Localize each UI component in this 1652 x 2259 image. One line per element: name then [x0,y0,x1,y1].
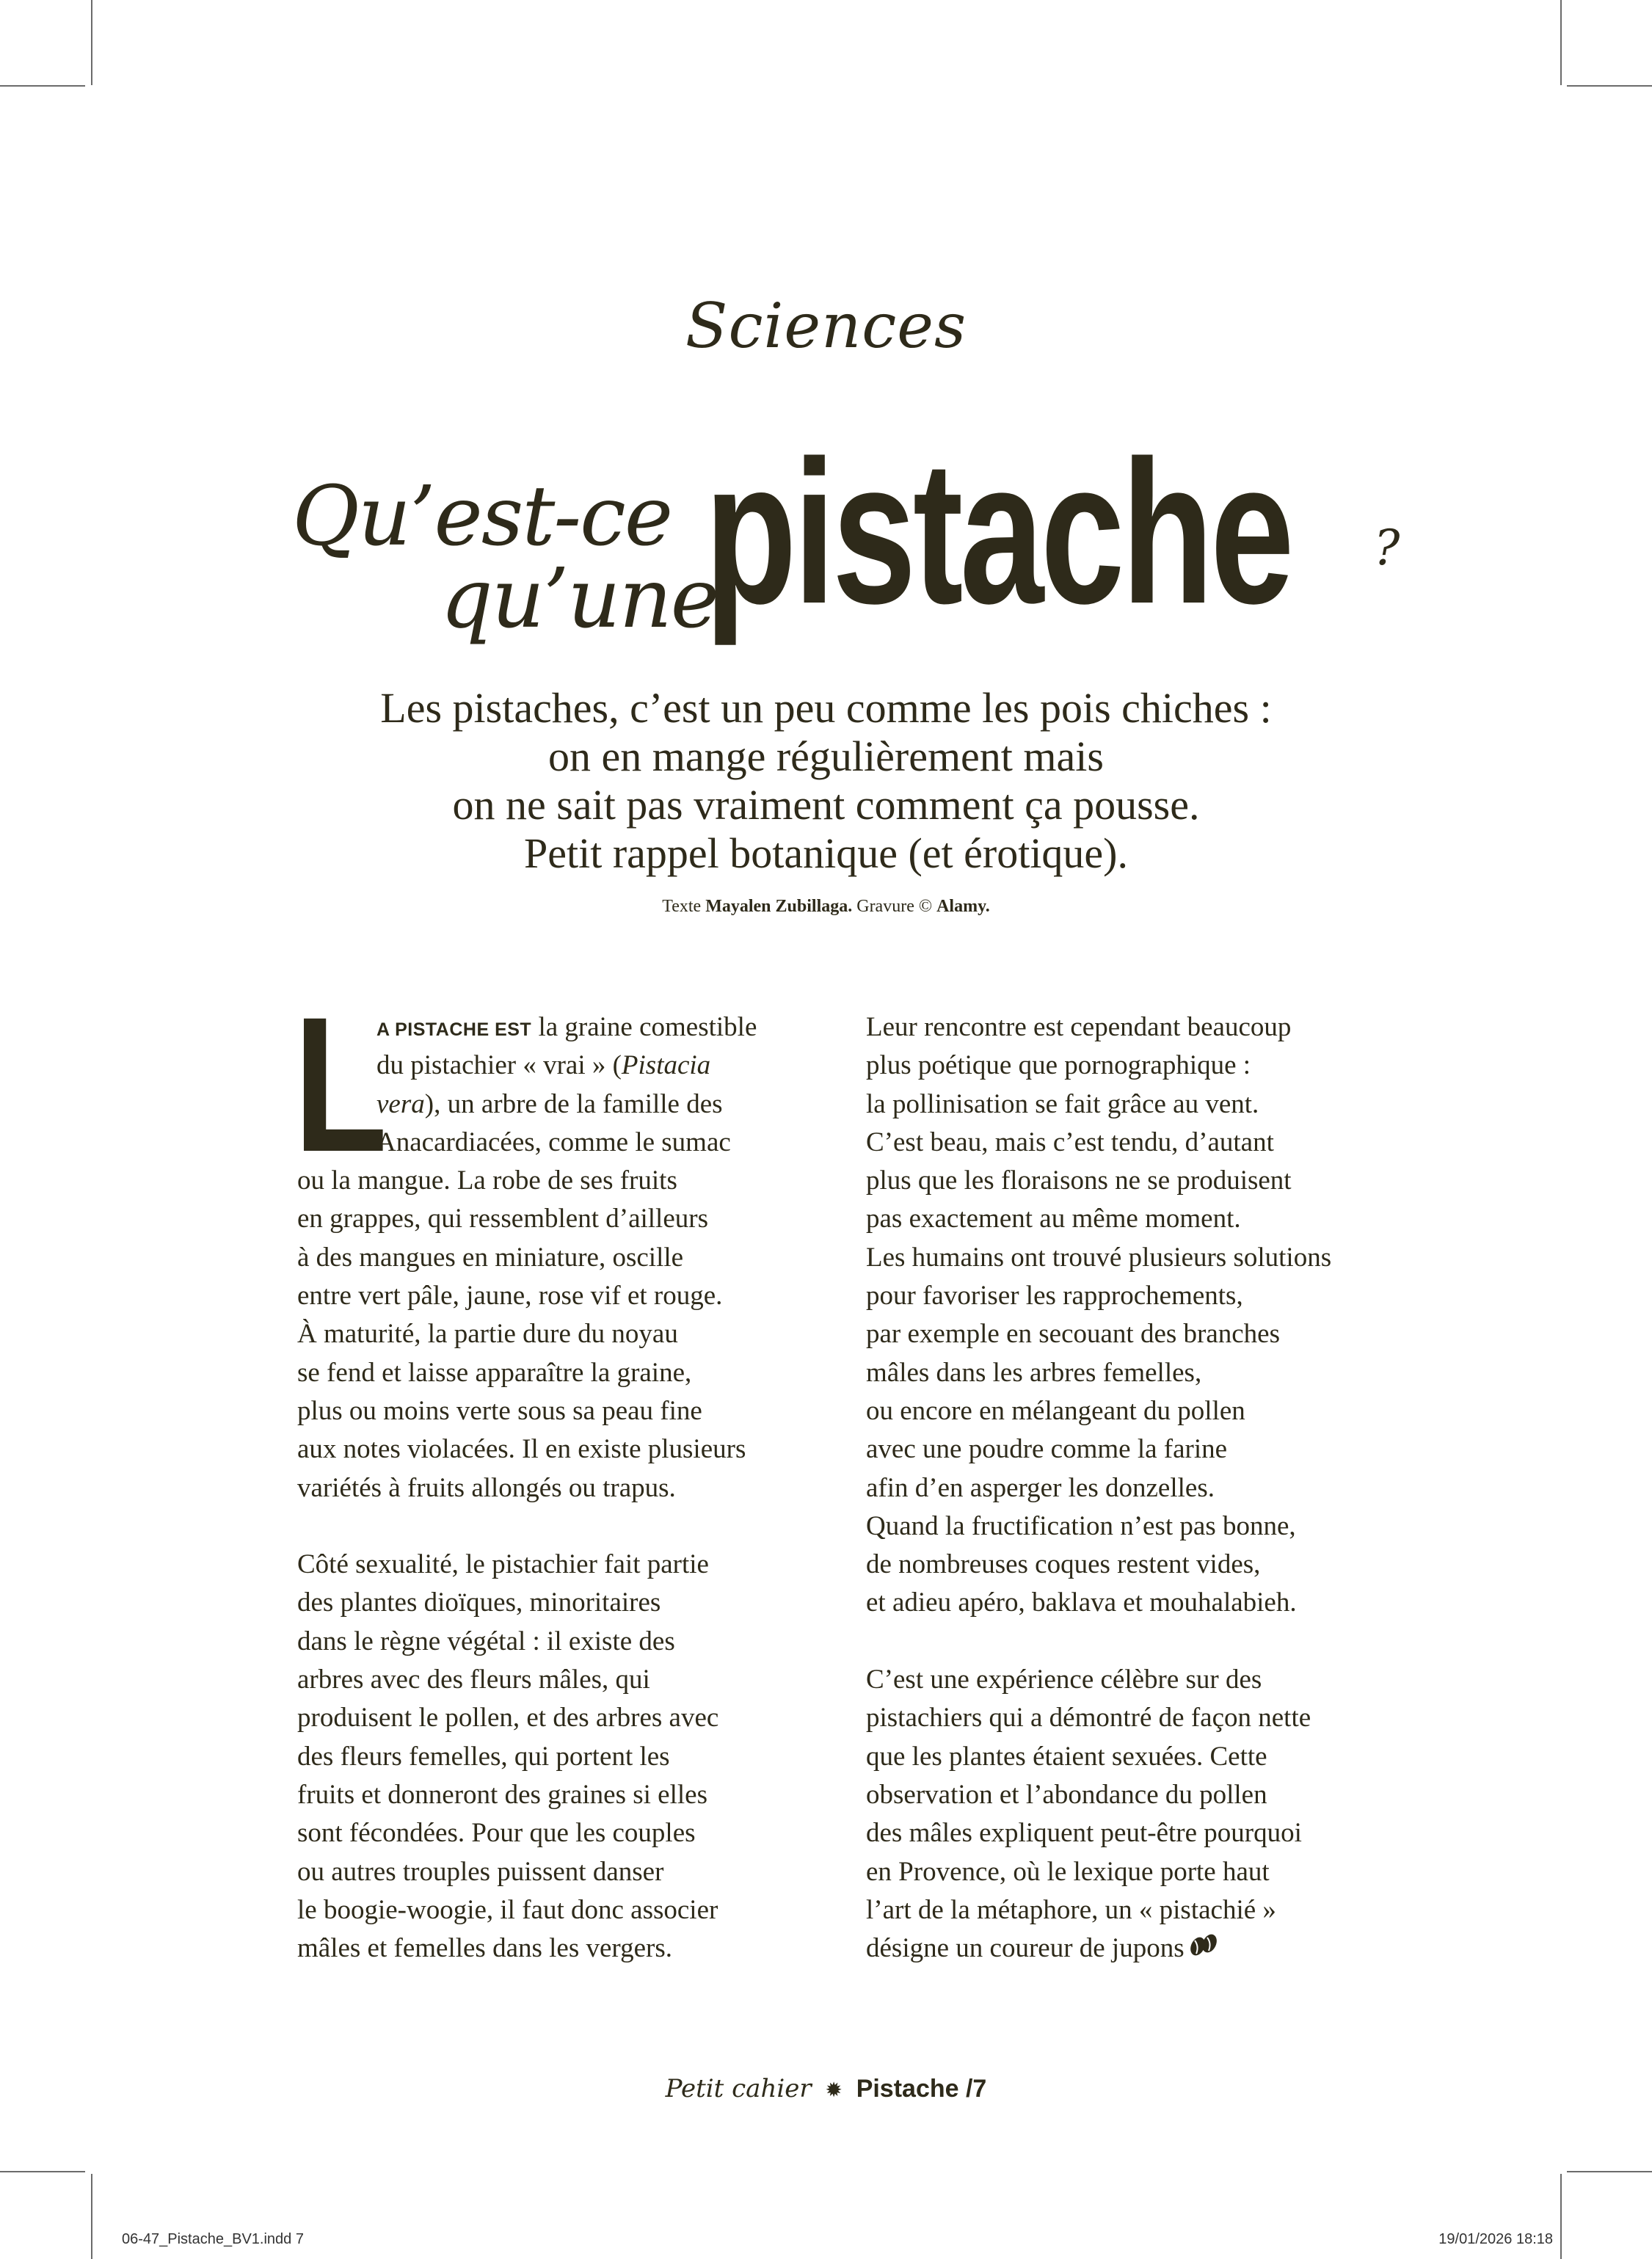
body-line: pas exactement au même moment. [866,1204,1241,1234]
title-main-word: pistache [705,418,1292,646]
body-line: la pollinisation se fait grâce au vent. [866,1088,1259,1119]
body-line: vera), un arbre de la famille des [376,1088,723,1119]
standfirst-line: Les pistaches, c’est un peu comme les pois chiches : [380,684,1272,732]
body-line: du pistachier « vrai » (Pistacia [376,1050,711,1081]
body-line: produisent le pollen, et des arbres avec [297,1703,719,1734]
paragraph [866,1008,1394,1623]
crop-mark [91,0,92,85]
body-line: ou autres trouples puissent danser [297,1856,664,1887]
body-line: plus que les floraisons ne se produisent [866,1165,1292,1196]
body-line: avec une poudre comme la farine [866,1434,1228,1465]
body-line: fruits et donneront des graines si elles [297,1779,707,1810]
column-right [866,1008,1394,1968]
body-line: pistachiers qui a démontré de façon nette [866,1703,1311,1734]
crop-mark [0,85,85,87]
standfirst [0,684,1652,878]
title-question-mark: ? [1374,520,1400,576]
page-footer [0,2074,1652,2103]
body-line: se fend et laisse apparaître la graine, [297,1357,692,1388]
slug-datetime: 19/01/2026 18:18 [1438,2231,1553,2247]
body-line: Les humains ont trouvé plusieurs solutions [866,1242,1332,1273]
body-line: l’art de la métaphore, un « pistachié » [866,1894,1276,1925]
paragraph [297,1546,826,1968]
body-line: mâles et femelles dans les vergers. [297,1933,672,1964]
footer-page: Pistache /7 [856,2075,987,2103]
standfirst-line: on en mange régulièrement mais [548,732,1104,780]
body-line: ou la mangue. La robe de ses fruits [297,1165,677,1196]
body-line: afin d’en asperger les donzelles. [866,1472,1215,1503]
credit-image-label: Gravure © [856,897,933,916]
lead-in: A PISTACHE EST [376,1019,532,1040]
standfirst-line: on ne sait pas vraiment comment ça pousse. [452,781,1200,829]
body-line: par exemple en secouant des branches [866,1319,1280,1350]
body-line: à des mangues en miniature, oscille [297,1242,684,1273]
slug-file: 06-47_Pistache_BV1.indd 7 [122,2231,304,2247]
footer-brand: Petit cahier [665,2074,812,2103]
body-line: Quand la fructification n’est pas bonne, [866,1510,1296,1541]
body-line: le boogie-woogie, il faut donc associer [297,1894,718,1925]
body-line: et adieu apéro, baklava et mouhalabieh. [866,1587,1297,1618]
credit-line [0,897,1652,917]
body-line: plus poétique que pornographique : [866,1050,1251,1081]
crop-mark [91,2174,92,2259]
body-line: de nombreuses coques restent vides, [866,1549,1261,1580]
body-line: C’est beau, mais c’est tendu, d’autant [866,1127,1274,1157]
drop-cap: L [294,977,388,1192]
body-line: en Provence, où le lexique porte haut [866,1856,1270,1887]
body-line: arbres avec des fleurs mâles, qui [297,1665,650,1695]
body-line: entre vert pâle, jaune, rose vif et rouge. [297,1281,723,1312]
credit-text-label: Texte [662,897,702,916]
paragraph [866,1661,1394,1929]
title-line-2: qu’une [440,551,718,647]
body-line: des fleurs femelles, qui portent les [297,1741,670,1772]
pistachio-icon [1187,1931,1220,1969]
crop-mark [1567,2171,1652,2172]
body-line: Côté sexualité, le pistachier fait partie [297,1549,709,1580]
body-line: ou encore en mélangeant du pollen [866,1395,1245,1426]
title-line-1: Qu’est-ce [292,469,672,564]
body-line: Anacardiacées, comme le sumac [376,1127,731,1157]
crop-mark [0,2171,85,2172]
body-line: que les plantes étaient sexuées. Cette [866,1741,1267,1772]
crop-mark [1560,0,1562,85]
body-line: sont fécondées. Pour que les couples [297,1818,696,1849]
body-line: aux notes violacées. Il en existe plusieurs [297,1434,746,1465]
body-line: C’est une expérience célèbre sur des [866,1665,1262,1695]
body-line: des plantes dioïques, minoritaires [297,1587,661,1618]
crop-mark [1567,85,1652,87]
crop-mark [1560,2174,1562,2259]
body-line: plus ou moins verte sous sa peau fine [297,1395,702,1426]
body-line: Leur rencontre est cependant beaucoup [866,1012,1292,1042]
body-line: observation et l’abondance du pollen [866,1779,1267,1810]
body-line: en grappes, qui ressemblent d’ailleurs [297,1204,708,1234]
body-line: mâles dans les arbres femelles, [866,1357,1202,1388]
body-line: A PISTACHE EST la graine comestible [376,1012,757,1042]
body-line: dans le règne végétal : il existe des [297,1626,675,1656]
body-line: pour favoriser les rapprochements, [866,1281,1243,1312]
section-title: Sciences [685,290,967,362]
body-line: des mâles expliquent peut-être pourquoi [866,1818,1302,1849]
body-line: À maturité, la partie dure du noyau [297,1319,678,1350]
credit-author: Mayalen Zubillaga. [705,897,853,916]
body-line: désigne un coureur de jupons [866,1929,1394,1968]
standfirst-line: Petit rappel botanique (et érotique). [524,829,1128,877]
column-left [297,1008,826,1968]
paragraph [297,1162,826,1507]
footer-separator: ✹ [825,2078,843,2102]
body-line: variétés à fruits allongés ou trapus. [297,1472,676,1503]
credit-image-source: Alamy. [936,897,990,916]
